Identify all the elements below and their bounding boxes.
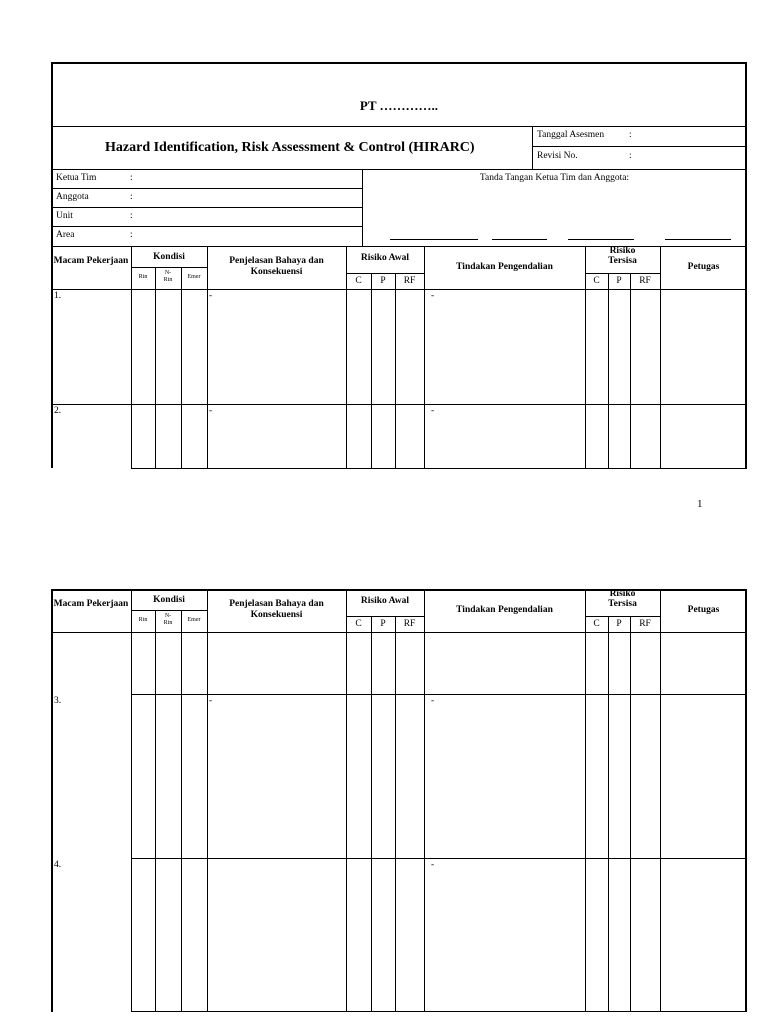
area-colon: :: [130, 230, 133, 240]
p1-header-emer: Emer: [187, 274, 201, 280]
anggota-label: Anggota: [56, 192, 89, 202]
unit-label: Unit: [56, 211, 73, 221]
p1-header-tersisa-rf: RF: [639, 276, 651, 286]
row-2-hazard: -: [209, 406, 213, 416]
p2-header-n-rtn: N-Rtn: [163, 613, 173, 626]
row-4-number: 4.: [54, 860, 62, 870]
p2-header-tersisa-c: C: [593, 619, 600, 629]
row-1-hazard: -: [209, 291, 213, 301]
p2-header-emer: Emer: [187, 617, 201, 623]
p2-header-awal-rf: RF: [403, 619, 416, 629]
p1-header-risiko-awal: Risiko Awal: [360, 253, 410, 263]
p2-header-awal-c: C: [355, 619, 362, 629]
ketua-tim-label: Ketua Tim: [56, 173, 97, 183]
p2-header-tersisa-p: P: [616, 619, 622, 629]
p1-header-tersisa-p: P: [616, 276, 622, 286]
signature-line-2: [492, 239, 547, 240]
p1-header-risiko-tersisa: Risiko Tersisa: [608, 246, 637, 266]
ketua-colon: :: [130, 173, 133, 183]
p1-header-awal-p: P: [380, 276, 386, 286]
p1-header-petugas: Petugas: [687, 262, 720, 272]
p1-header-awal-c: C: [355, 276, 362, 286]
signature-line-4: [665, 239, 731, 240]
page-number: 1: [697, 498, 703, 510]
row-2-control: -: [431, 406, 435, 416]
row-3-hazard: -: [209, 696, 213, 706]
row-3-number: 3.: [54, 696, 62, 706]
tanggal-colon: :: [629, 130, 632, 140]
p2-header-tersisa-rf: RF: [639, 619, 651, 629]
form-title: Hazard Identification, Risk Assessment & Control (HIRARC): [105, 140, 475, 155]
p2-header-petugas: Petugas: [687, 605, 720, 615]
company-name: PT …………..: [359, 98, 439, 113]
p2-header-macam: Macam Pekerjaan: [53, 599, 129, 609]
row-1-number: 1.: [54, 291, 62, 301]
p2-header-rtn: Rtn: [138, 617, 148, 623]
signature-line-3: [568, 239, 634, 240]
p2-header-kondisi: Kondisi: [153, 595, 185, 605]
anggota-colon: :: [130, 192, 133, 202]
revisi-colon: :: [629, 151, 632, 161]
p2-header-tindakan: Tindakan Pengendalian: [456, 605, 553, 615]
p2-header-risiko-awal: Risiko Awal: [360, 596, 410, 606]
area-label: Area: [56, 230, 75, 240]
row-4-control: -: [431, 860, 435, 870]
p1-header-macam: Macam Pekerjaan: [53, 256, 129, 266]
unit-colon: :: [130, 211, 133, 221]
p1-header-penjelasan: Penjelasan Bahaya dan Konsekuensi: [229, 256, 324, 277]
p1-header-kondisi: Kondisi: [153, 252, 185, 262]
row-2-number: 2.: [54, 406, 62, 416]
p1-header-tersisa-c: C: [593, 276, 600, 286]
p1-header-tindakan: Tindakan Pengendalian: [456, 262, 553, 272]
p2-header-awal-p: P: [380, 619, 386, 629]
tanggal-asesmen-label: Tanggal Asesmen: [537, 130, 605, 140]
p1-header-awal-rf: RF: [403, 276, 416, 286]
signature-label: Tanda Tangan Ketua Tim dan Anggota:: [479, 173, 630, 183]
p1-header-rtn: Rtn: [138, 274, 148, 280]
row-3-control: -: [431, 696, 435, 706]
p2-header-risiko-tersisa: Risiko Tersisa: [608, 589, 637, 609]
p2-header-penjelasan: Penjelasan Bahaya dan Konsekuensi: [229, 599, 324, 620]
p1-header-n-rtn: N-Rtn: [163, 270, 173, 283]
signature-line-1: [390, 239, 478, 240]
row-1-control: -: [431, 291, 435, 301]
revisi-no-label: Revisi No.: [537, 151, 578, 161]
